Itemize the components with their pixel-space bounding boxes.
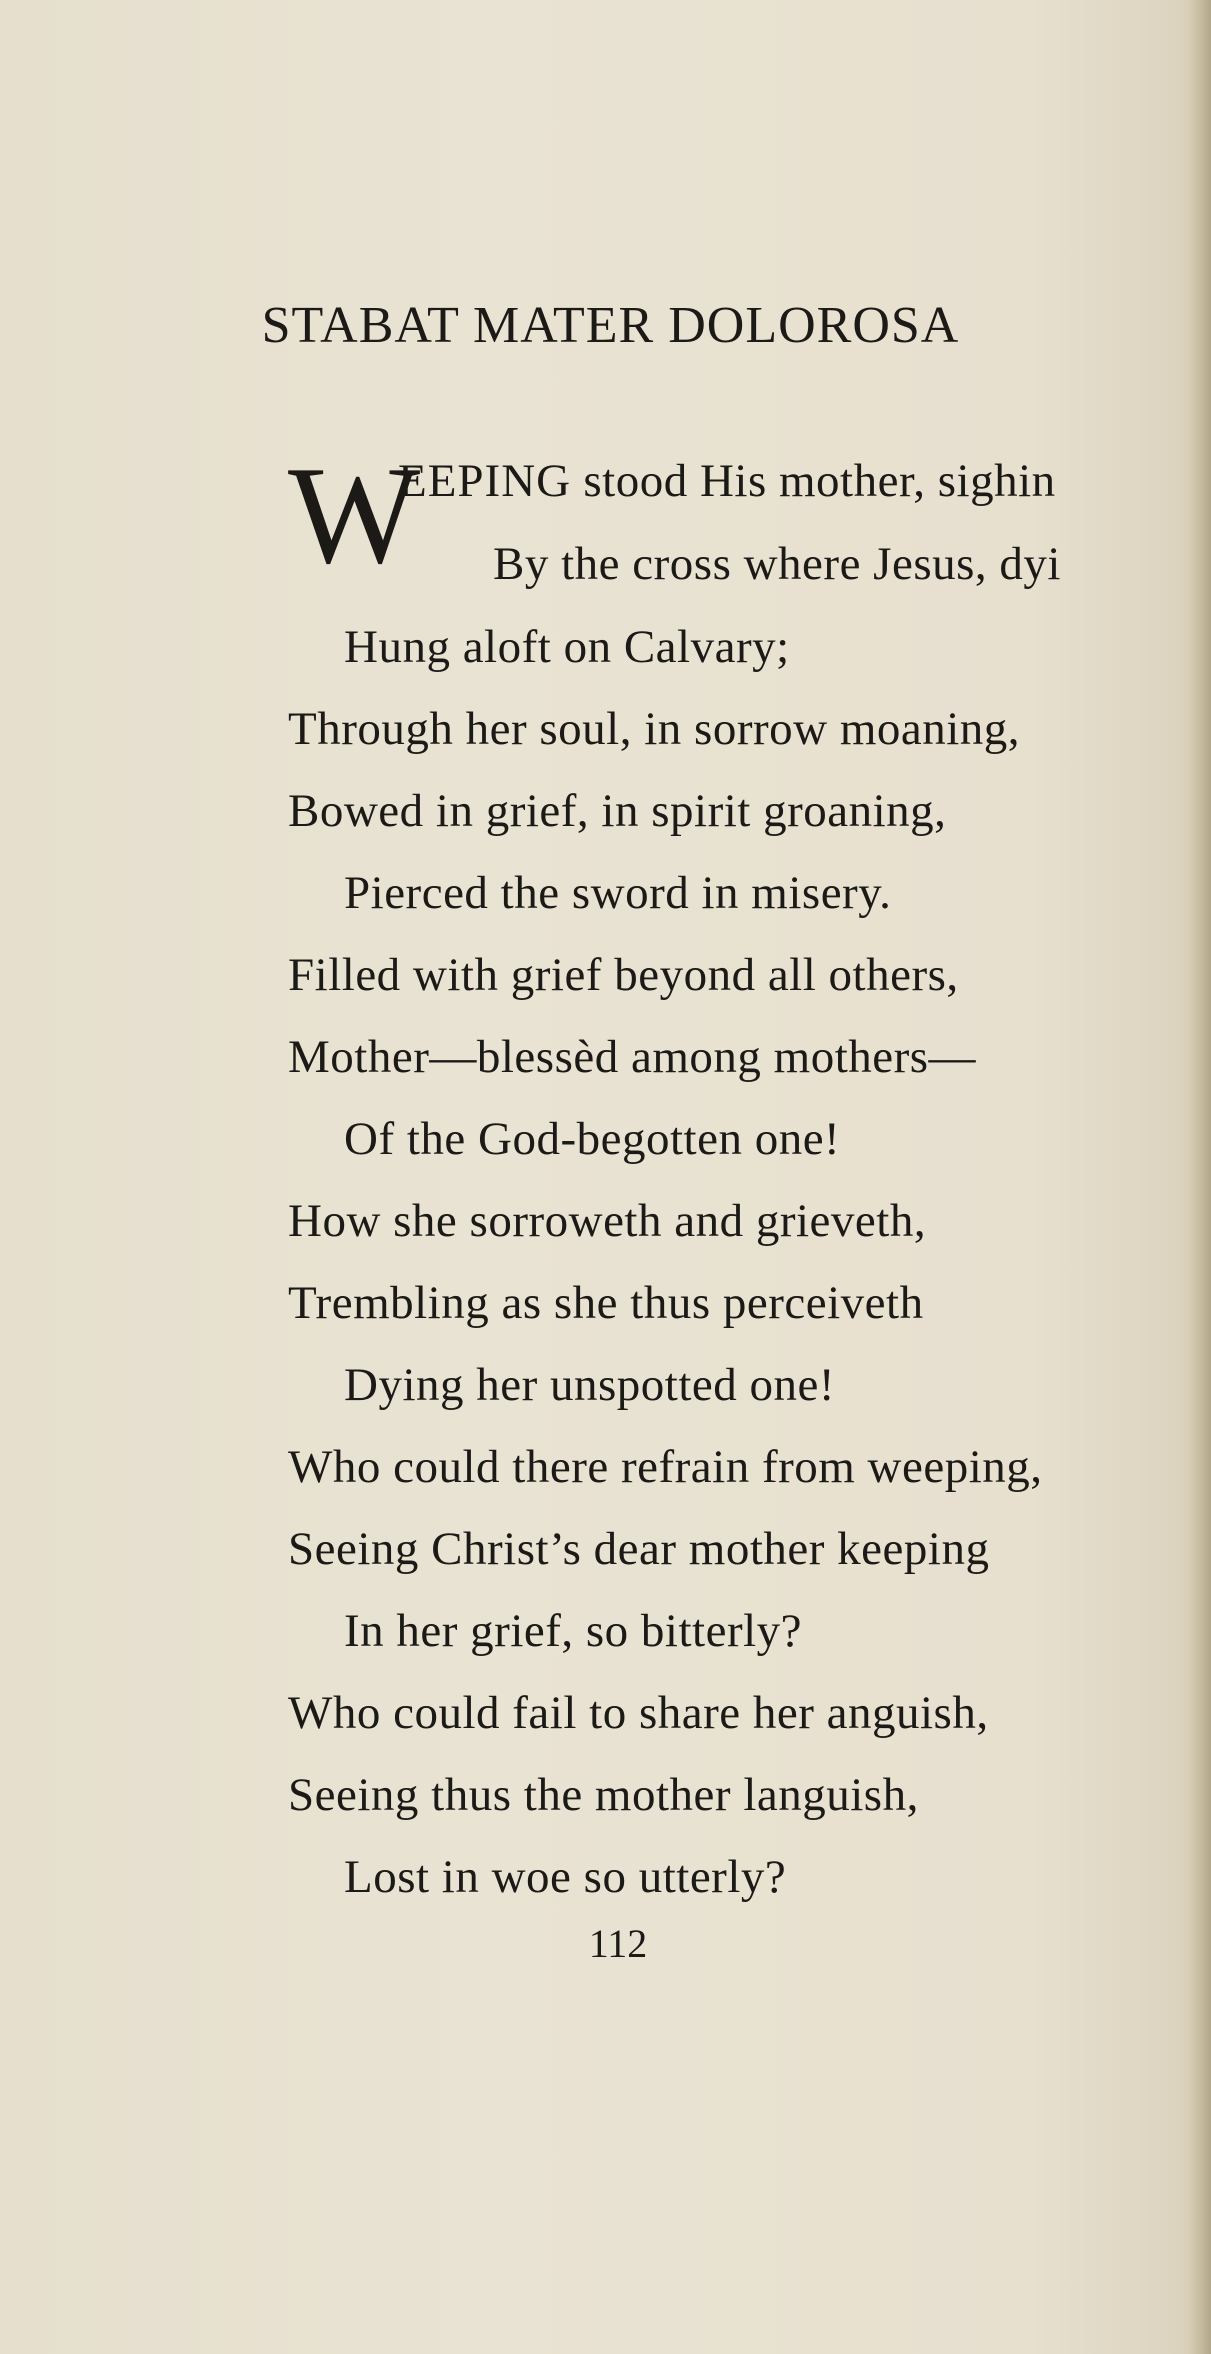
poem-line-7: Filled with grief beyond all others,: [288, 949, 959, 1001]
poem-line-1-text: stood His mother, sighin: [583, 455, 1056, 507]
page-number: 112: [588, 1921, 648, 1966]
poem-line-10: How she sorroweth and grieveth,: [288, 1195, 927, 1247]
poem-line-1: [398, 455, 1056, 507]
poem-line-3: Hung aloft on Calvary;: [344, 621, 790, 673]
poem-line-16: Who could fail to share her anguish,: [288, 1687, 989, 1739]
poem-line-2: By the cross where Jesus, dyi: [493, 538, 1061, 590]
poem-line-4: Through her soul, in sorrow moaning,: [288, 703, 1021, 755]
poem-line-12: Dying her unspotted one!: [344, 1359, 836, 1411]
poem-line-15: In her grief, so bitterly?: [344, 1605, 803, 1657]
poem-line-5: Bowed in grief, in spirit groaning,: [288, 785, 947, 837]
poem-line-11: Trembling as she thus perceiveth: [288, 1277, 924, 1329]
drop-cap: W: [288, 438, 415, 593]
poem-line-13: Who could there refrain from weeping,: [288, 1441, 1043, 1493]
poem-line-17: Seeing thus the mother languish,: [288, 1769, 919, 1821]
page-title: STABAT MATER DOLOROSA: [261, 297, 960, 354]
poem-line-6: Pierced the sword in misery.: [344, 867, 892, 919]
poem-line-8: Mother—blessèd among mothers—: [288, 1031, 977, 1083]
poem-line-9: Of the God-begotten one!: [344, 1113, 841, 1165]
first-word-rest: EEPING: [398, 455, 572, 507]
poem-line-18: Lost in woe so utterly?: [344, 1851, 787, 1903]
poem-line-14: Seeing Christ’s dear mother keeping: [288, 1523, 990, 1575]
